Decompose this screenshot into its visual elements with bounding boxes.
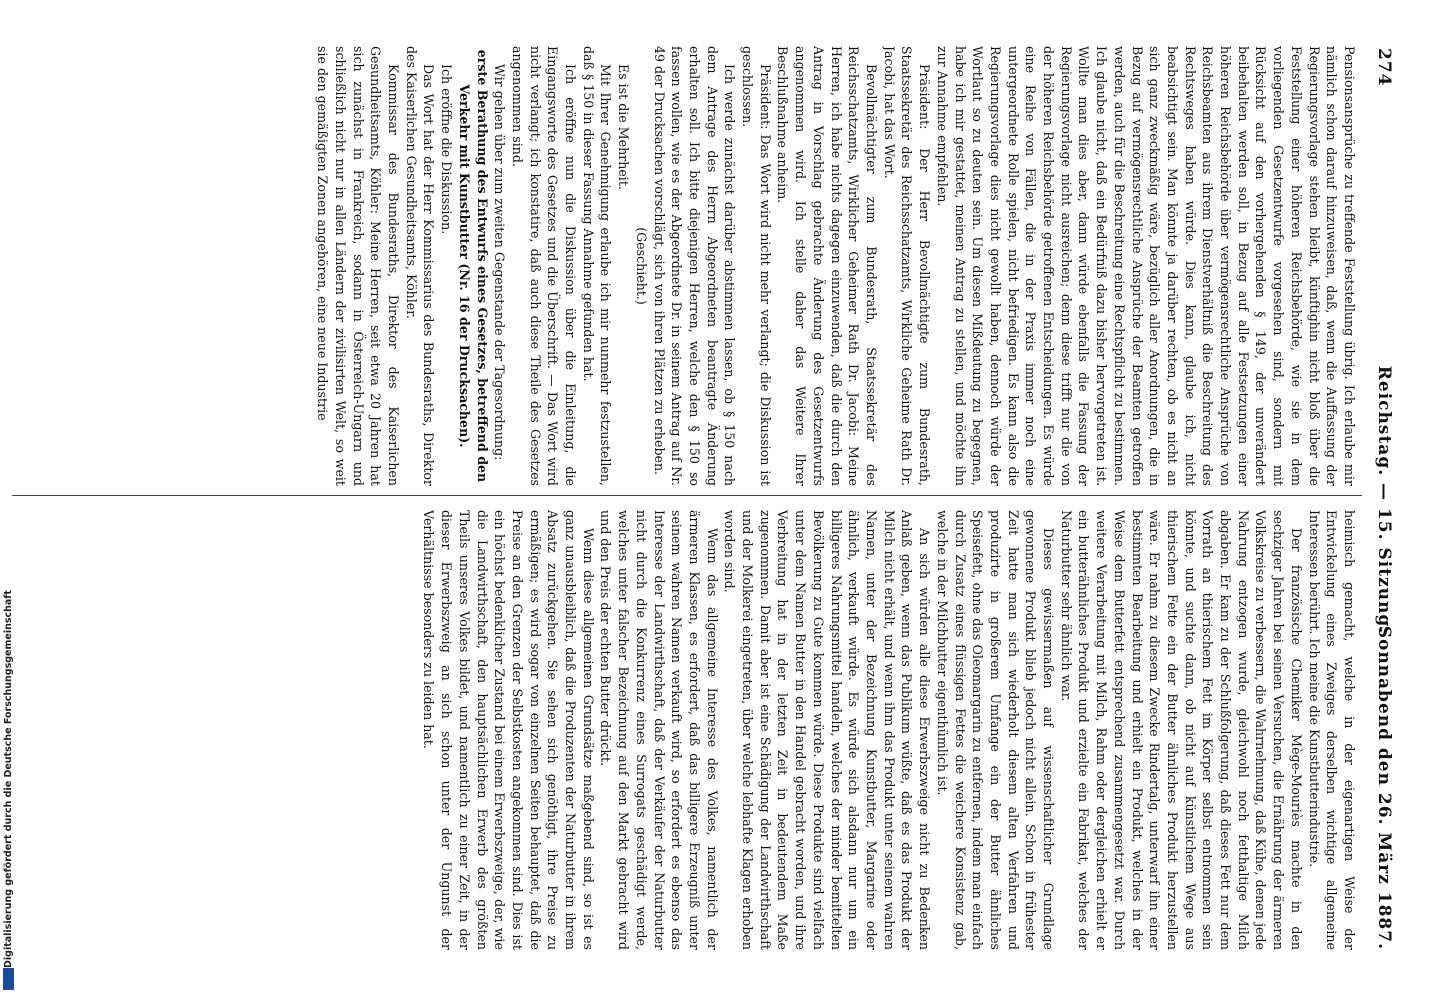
session-date: Sonnabend den 26. März 1887. [1374, 625, 1394, 950]
paragraph: (Geschieht.) [633, 227, 649, 305]
rotated-document [0, 40, 1398, 960]
column-divider [12, 495, 1362, 496]
left-column [18, 46, 1358, 486]
paragraph: Wir gehen über zum zweiten Gegenstande der Tagesordnung: [492, 64, 508, 461]
paragraph: Ich werde zunächst darüber abstimmen lassen, ob § 150 nach dem Antrage des Herrn Abgeordneten beantragte Änderung erhalten soll. Ich bitte diejenigen Herren, welche den § 150 so fassen wollen, wie es der Abgeordnete Dr. in seinem Antrag auf Nr. 49 der Drucksachen vorschlägt, sich von ihren Plätzen zu erheben. [651, 46, 738, 486]
digitization-credit [2, 590, 16, 990]
agenda-item-heading: erste Berathung des Entwurfs eines Gesetzes, betreffend den Verkehr mit Kunstbutter (Nr. 16 der Drucksachen). [456, 49, 490, 483]
paragraph: heimisch gemacht, welche in der eigenartigen Weise der Entwickelung eines Zweiges derselben wichtige allgemeine Interessen berührt. Ich meine die Kunstbutterindustrie. [1306, 510, 1357, 950]
page-header [1370, 40, 1398, 960]
dfg-logo-icon [3, 968, 14, 990]
paragraph: Mit Ihrer Genehmigung erlaube ich mir nunmehr festzustellen, daß § 150 in dieser Fassung Annahme gefunden hat. [580, 46, 614, 486]
paragraph: Ich eröffne die Diskussion. [439, 64, 455, 235]
running-title: Reichstag. — 15. Sitzung. [1374, 365, 1394, 635]
paragraph: Der französische Chemiker Mège-Mouriès machte in den sechziger Jahren bei seinen Versuchen, die Ernährung der ärmeren Volkskreise zu verbessern, die Wahrnehmung, daß Kühe, denen jede Nahrung entzogen wurde, gleichwohl noch fetthaltige Milch abgaben. Er kam zu der Schlußfolgerung, daß dieses Fett nur dem Vorrath an thierischem Fett im Körper selbst entnommen sein könnte, und suchte dann, ob nicht auf künstlichem Wege aus thierischem Fette ein der Butter ähnliches Produkt herzustellen wäre. Er nahm zu diesem Zwecke Rindertalg, unterwarf ihn einer bestimmten Bearbeitung und erhielt ein Produkt, welches in der Weise dem Butterfett entsprechend zusammengesetzt war. Durch weitere Verarbeitung mit Milch, Rahm oder dergleichen erhielt er ein butterähnliches Produkt und erzielte ein Fabrikat, welches der Naturbutter sehr ähnlich war. [1058, 510, 1304, 950]
paragraph: Es ist die Mehrheit. [616, 64, 632, 190]
page-number: 274 [1374, 48, 1394, 87]
paragraph: Kommissar des Bundesraths, Direktor des Kaiserlichen Gesundheitsamts, Köhler: Meine Herren, seit etwa 20 Jahren hat sich zunächst in Frankreich, sodann in Österreich-Ungarn und schließlich nicht nur in allen Ländern der zivilisirten Welt, so weit sie den gemäßigten Zonen angehören, eine neue Industrie [315, 46, 402, 486]
paragraph: Präsident: Das Wort wird nicht mehr verlangt; die Diskussion ist geschlossen. [740, 46, 773, 486]
paragraph: Bevollmächtigter zum Bundesrath, Staatssekretär des Reichsschatzamts, Wirklicher Geheimer Rath Dr. Jacobi: Meine Herren, ich habe nichts dagegen einzuwenden, daß die durch den Antrag in Vorschlag gebrachte Änderung des Gesetzentwurfs angenommen wird. Ich stelle daher das Weitere Ihrer Beschlußnahme anheim. [775, 46, 880, 486]
paragraph: Ich eröffne nun die Diskussion über die Einleitung, die Eingangsworte des Gesetzes und die Überschrift. — Das Wort wird nicht verlangt; ich konstatire, daß auch diese Theile des Gesetzes angenommen sind. [509, 46, 579, 486]
paragraph: Das Wort hat der Herr Kommissarius des Bundesraths, Direktor des Kaiserlichen Gesundheitsamts, Köhler. [403, 46, 437, 486]
paragraph: Wenn das allgemeine Interesse des Volkes, namentlich der ärmeren Klassen, es erfordert, daß das billigere Erzeugniß unter seinem wahren Namen verkauft wird, so erfordert es ebenso das Interesse der Landwirthschaft, daß der Verkäufer der Naturbutter nicht durch die Konkurrenz eines Surrogats geschädigt werde, welches unter falscher Bezeichnung auf den Markt gebracht wird und den Preis der echten Butter drückt. [598, 510, 720, 950]
paragraph: Präsident: Der Herr Bevollmächtigte zum Bundesrath, Staatssekretär des Reichsschatzamts, Wirkliche Geheime Rath Dr. Jacobi, hat das Wort. [881, 46, 933, 486]
credit-text: Digitalisierung gefördert durch die Deutsche Forschungsgemeinschaft [3, 590, 14, 968]
paragraph: An sich würden alle diese Erwerbszweige nicht zu Bedenken Anlaß geben, wenn das Publikum wüßte, daß es das Produkt der Milch nicht erhält, und wenn ihm das Produkt unter seinem wahren Namen, unter der Bezeichnung Kunstbutter, Margarine oder ähnlich, verkauft würde. Es würde sich alsdann nur um ein billigeres Nahrungsmittel handeln, welches der minder bemittelten Bevölkerung zu Gute kommen würde. Diese Produkte sind vielfach unter dem Namen Butter in den Handel gebracht worden, und ihre Verbreitung hat in der letzten Zeit in bedeutendem Maße zugenommen. Damit aber ist eine Schädigung der Landwirthschaft und der Molkerei eingetreten, über welche lebhafte Klagen erhoben worden sind. [722, 510, 933, 950]
paragraph: Wenn diese allgemeinen Grundsätze maßgebend sind, so ist es ganz unausbleiblich, daß die Produzenten der Naturbutter in ihrem Absatz zurückgehen. Sie sehen sich genöthigt, ihre Preise zu ermäßigen; es wird sogar von einzelnen Seiten behauptet, daß die Preise an den Grenzen der Selbstkosten angekommen sind. Dies ist ein höchst bedenklicher Zustand bei einem Erwerbszweige, der, wie die Landwirthschaft, den hauptsächlichen Erwerb des größten Theils unseres Volkes bildet, und namentlich zu einer Zeit, in der dieser Erwerbszweig an sich schon unter der Ungunst der Verhältnisse besonders zu leiden hat. [421, 510, 596, 950]
right-column [18, 510, 1358, 950]
paragraph: Pensionsansprüche zu treffende Feststellung übrig. Ich erlaube mir nämlich schon darauf hinzuweisen, daß, wenn die Auffassung der Regierungsvorlage stehen bleibt, künftighin nicht bloß über die Feststellung einer höheren Reichsbehörde, wie sie in dem vorliegenden Gesetzentwurfe vorgesehen sind, sondern mit Rücksicht auf den vorhergehenden § 149, der unverändert beibehalten werden soll, in Bezug auf alle Festsetzungen einer höheren Reichsbehörde über vermögensrechtliche Ansprüche von Reichsbeamten aus ihrem Dienstverhältniß die Beschreitung des Rechtsweges haben würde. Dies kann, glaube ich, nicht beabsichtigt sein. Man könnte ja darüber rechten, ob es nicht an sich ganz zweckmäßig wäre, bezüglich aller Anordnungen, die in Bezug auf vermögensrechtliche Ansprüche der Beamten getroffen werden, auch für die Beschreitung eine Rechtspflicht zu bestimmen. Ich glaube nicht, daß ein Bedürfniß dazu bisher hervorgetreten ist. Wollte man dies aber, dann würde ebenfalls die Fassung der Regierungsvorlage nicht ausreichen; denn diese trifft nur die von der höheren Reichsbehörde getroffenen Entscheidungen. Es würde eine Reihe von Fällen, die in der Praxis immer noch eine untergeordnete Rolle spielen, nicht befriedigen. Es kann also die Regierungsvorlage dies nicht gewollt haben, dennoch würde der Wortlaut so zu deuten sein. Um diesen Mißdeutung zu begegnen, habe ich mir gestattet, meinen Antrag zu stellen, und möchte ihn zur Annahme empfehlen. [934, 46, 1357, 486]
paragraph: Dieses gewissermaßen auf wissenschaftlicher Grundlage gewonnene Produkt blieb jedoch nicht allein. Schon in frühester Zeit hatte man sich wiederholt diesem alten Verfahren und produzirte in großerem Umfange ein der Butter ähnliches Speisefett, ohne das Oleomargarin zu entfernen, indem man einfach durch Zusatz eines flüssigen Fettes die weichere Konsistenz gab, welche in der Milchbutter eigenthümlich ist. [934, 510, 1057, 950]
